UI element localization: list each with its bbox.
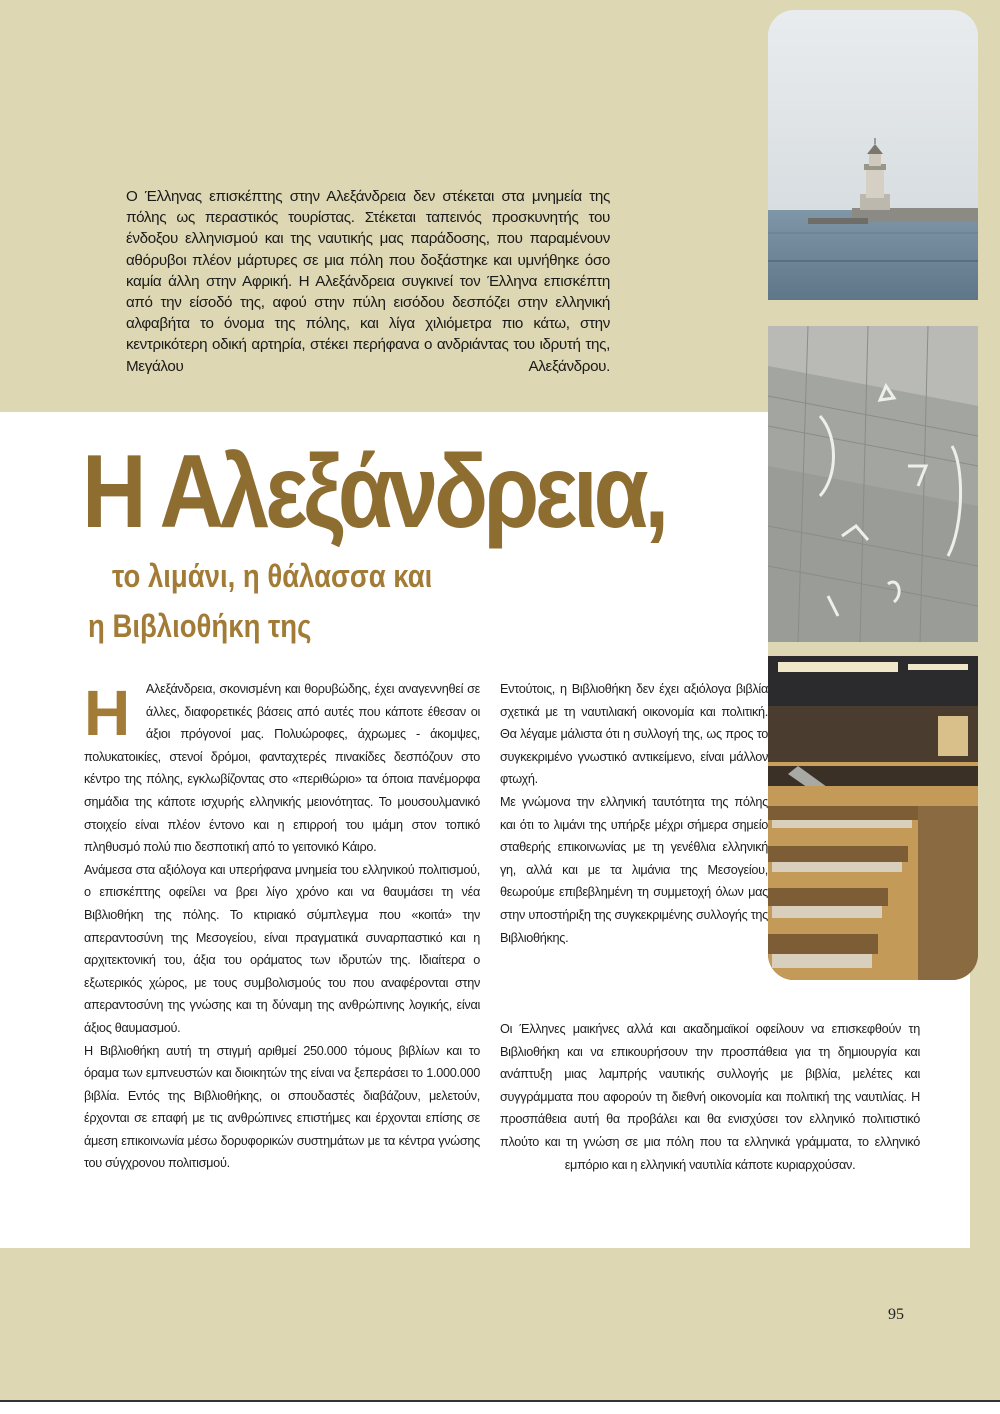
photo-separator	[768, 300, 978, 314]
body-column-right-wide	[500, 1018, 920, 1176]
body-column-left	[84, 678, 480, 1175]
photo-separator	[768, 642, 978, 656]
body-paragraph: Ανάμεσα στα αξιόλογα και υπερήφανα μνημεία του ελληνικού πολιτισμού, ο επισκέπτης οφείλει να βρει λίγο χρόνο και να θαυμάσει τη νέα Βιβλιοθήκη της πόλης. Το κτιριακό σύμπλεγμα που «κοιτά» την απεραντοσύνη της Μεσογείου, είναι πραγματικά συναρπαστικό και η αρχιτεκτονική του, άξια του οράματος των ιδρυτών της. Ιδιαίτερα ο εξωτερικός χώρος, με τους συμβολισμούς του που αναφέρονται στην απεραντοσύνη της γνώσης και τη δύναμη της ανθρώπινης λογικής, είναι άξιος θαυμασμού.	[84, 862, 480, 1035]
body-paragraph: Η Βιβλιοθήκη αυτή τη στιγμή αριθμεί 250.000 τόμους βιβλίων και το όραμα των εμπνευστών και διοικητών της είναι να ξεπεράσει το 1.000.000 βιβλία. Εντός της Βιβλιοθήκης, οι σπουδαστές διαβάζουν, μελετούν, έρχονται σε επαφή με τις ανθρώπινες επιστήμες και έρχονται επίσης σε άμεση επικοινωνία μέσω δορυφορικών συστημάτων με τα κέντρα γνώσης του σύγχρονου πολιτισμού.	[84, 1043, 480, 1171]
intro-paragraph: Ο Έλληνας επισκέπτης στην Αλεξάνδρεια δεν στέκεται στα μνημεία της πόλης ως περαστικός τουρίστας. Στέκεται ταπεινός προσκυνητής του ένδοξου ελληνισμού και της ναυτικής μας παράδοσης, που παραμένουν αθόρυβοι πλέον μάρτυρες σε μια πόλη που δοξάστηκε και υμνήθηκε όσο καμία άλλη στην Αφρική. Η Αλεξάνδρεια συγκινεί τον Έλληνα επισκέπτη από την είσοδό της, αφού στην πύλη εισόδου δεσπόζει στην ελληνική αλφαβήτα το όνομα της πόλης, και λίγα χιλιόμετρα πιο κάτω, στην κεντρικότερη οδική αρτηρία, στέκει περήφανα ο ανδριάντας του ιδρυτή της, Μεγάλου Αλεξάνδρου.	[126, 188, 610, 375]
library-wall-inscriptions-photo	[768, 326, 978, 642]
article-title: Η Αλεξάνδρεια,	[82, 434, 665, 550]
body-paragraph: Αλεξάνδρεια, σκονισμένη και θορυβώδης, έχει αναγεννηθεί σε άλλες, διαφορετικές βάσεις από αυτές που κάποτε έθεσαν οι άξιοι πρόγονοί μας. Πολυώροφες, άχρωμες - άκομψες, πολυκατοικίες, στενοί δρόμοι, φανταχτερές πινακίδες δεσπόζουν στο κέντρο της πόλης, εγκλωβίζοντας στο «περιθώριο» τα όποια πανέμορφα σημάδια της κάποτε ισχυρής ελληνικής μειονότητας. Το μουσουλμανικό στοιχείο είναι πλέον έντονο και η επιρροή του ιμάμη στον τοπικό πληθυσμό πολύ πιο δεσποτική από το γειτονικό Κάιρο.	[84, 682, 480, 855]
drop-cap: Η	[84, 677, 130, 749]
body-paragraph: Εντούτοις, η Βιβλιοθήκη δεν έχει αξιόλογα βιβλία σχετικά με τη ναυτιλιακή οικονομία και πολιτική. Θα λέγαμε μάλιστα ότι η συλλογή της, ως προς το συγκεκριμένο γνωστικό αντικείμενο, είναι μάλλον φτωχή.	[500, 682, 768, 787]
page-bottom-edge	[0, 1400, 1000, 1414]
photo-column	[768, 10, 978, 980]
article-subtitle-line-1: το λιμάνι, η θάλασσα και	[112, 558, 433, 594]
body-paragraph: Οι Έλληνες μαικήνες αλλά και ακαδημαϊκοί οφείλουν να επισκεφθούν τη Βιβλιοθήκη και να επικουρήσουν την προσπάθεια για τη δημιουργία και ανάπτυξη μιας λαμπρής ναυτικής συλλογής με βιβλία, μελέτες και συγγράμματα που αφορούν τη διεθνή οικονομία και πολιτική της ναυτιλίας. Η προσπάθεια αυτή θα προβάλει και θα ενισχύσει τον ελληνικό πολιτιστικό πλούτο και τη γνώση σε μια πόλη που τα ελληνικά γράμματα, το ελληνικό εμπόριο και η ελληνική ναυτιλία κάποτε κυριαρχούσαν.	[500, 1022, 920, 1172]
lighthouse-photo	[768, 10, 978, 310]
body-paragraph: Με γνώμονα την ελληνική ταυτότητα της πόλης και ότι το λιμάνι της υπήρξε μέχρι σήμερα σημείο σταθερής επικοινωνίας με τη γενέθλια ελληνική γη, αλλά και με τα λιμάνια της Μεσογείου, θεωρούμε επιβεβλημένη τη συμμετοχή όλων μας στην υποστήριξη της συγκεκριμένης συλλογής της Βιβλιοθήκης.	[500, 794, 768, 945]
library-reading-room-photo	[768, 656, 978, 980]
body-column-right	[500, 678, 768, 949]
page-number: 95	[888, 1306, 904, 1323]
article-subtitle-line-2: η Βιβλιοθήκη της	[88, 608, 312, 644]
bottom-background-band	[0, 1248, 1000, 1400]
